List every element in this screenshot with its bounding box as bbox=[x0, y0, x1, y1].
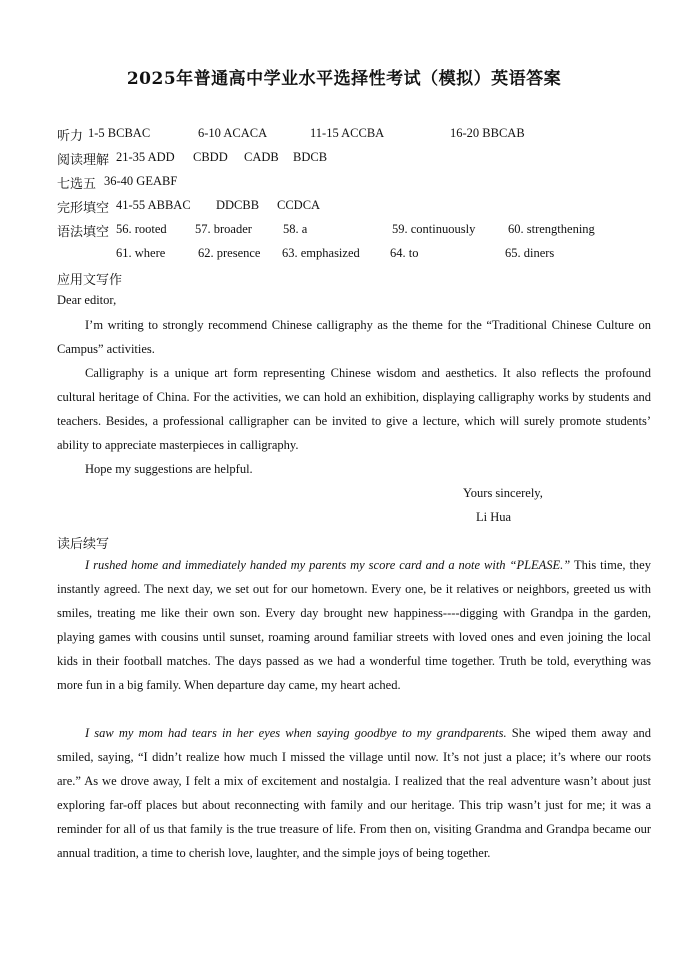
listening-group-2: 6-10 ACACA bbox=[198, 126, 268, 140]
letter-closing: Yours sincerely, bbox=[463, 486, 543, 500]
grammar-answer-56: 56. rooted bbox=[116, 222, 167, 236]
cloze-group-2: DDCBB bbox=[216, 198, 260, 212]
grammar-answer-63: 63. emphasized bbox=[282, 246, 360, 260]
grammar-label: 语法填空 bbox=[57, 225, 110, 240]
listening-label: 听力 bbox=[57, 129, 84, 144]
letter-greeting: Dear editor, bbox=[57, 293, 117, 307]
continuation-paragraph-1-lead: I rushed home and immediately handed my parents my score card and a note with “PLEASE.” bbox=[85, 558, 571, 572]
continuation-paragraph-1-body: This time, they instantly agreed. The next day, we set out for our hometown. Every one, be it relatives or neighbors, greeted us with smiles, treating me like their own son. Every day brought new happiness----digging with Grandpa in the garden, playing games with cousins until sunset, roaming around familiar streets with loved ones and even joining the local kids in their football matches. The days passed as we had a wonderful time together. Truth be told, everything was more fun in a big family. When departure day came, my heart ached. bbox=[57, 558, 651, 692]
continuation-paragraph-1 bbox=[57, 553, 651, 697]
grammar-answer-60: 60. strengthening bbox=[508, 222, 595, 236]
reading-group-1: 21-35 ADD bbox=[116, 150, 175, 164]
cloze-group-1: 41-55 ABBAC bbox=[116, 198, 191, 212]
seven-group-1: 36-40 GEABF bbox=[104, 174, 178, 188]
listening-group-1: 1-5 BCBAC bbox=[88, 126, 151, 140]
letter-paragraph-2: Calligraphy is a unique art form representing Chinese wisdom and aesthetics. It also reflects the profound cultural heritage of China. For the activities, we can hold an exhibition, displaying calligraphy works by students and teachers. Besides, a professional calligrapher can be invited to give a lecture, which will surely promote students’ ability to appreciate masterpieces in calligraphy. bbox=[57, 366, 651, 452]
grammar-answer-65: 65. diners bbox=[505, 246, 555, 260]
grammar-answer-58: 58. a bbox=[283, 222, 308, 236]
continuation-paragraph-2-lead: I saw my mom had tears in her eyes when saying goodbye to my grandparents. bbox=[85, 726, 507, 740]
grammar-answer-62: 62. presence bbox=[198, 246, 261, 260]
page-title: 2025年普通高中学业水平选择性考试（模拟）英语答案 bbox=[126, 69, 562, 89]
continuation-paragraph-2 bbox=[57, 721, 651, 865]
writing-label: 应用文写作 bbox=[57, 273, 123, 288]
grammar-answer-57: 57. broader bbox=[195, 222, 252, 236]
reading-group-2: CBDD bbox=[193, 150, 228, 164]
continuation-paragraph-2-body: She wiped them away and smiled, saying, “I didn’t realize how much I missed the village until now. It’s not just a place; it’s where our roots are.” As we drove away, I felt a mix of excitement and nostalgia. I realized that the real adventure wasn’t about just exploring far-off places but about reconnecting with family and our heritage. This trip wasn’t just for me; it was a reminder for all of us that family is the true treasure of life. From then on, visiting Grandma and Grandpa became our annual tradition, a time to cherish love, laughter, and the simple joys of being together. bbox=[57, 726, 651, 860]
grammar-answer-59: 59. continuously bbox=[392, 222, 476, 236]
grammar-answer-61: 61. where bbox=[116, 246, 166, 260]
reading-label: 阅读理解 bbox=[57, 153, 110, 168]
listening-group-3: 11-15 ACCBA bbox=[310, 126, 385, 140]
reading-group-3: CADB bbox=[244, 150, 279, 164]
listening-group-4: 16-20 BBCAB bbox=[450, 126, 525, 140]
cloze-label: 完形填空 bbox=[57, 201, 110, 216]
letter-paragraph-3: Hope my suggestions are helpful. bbox=[85, 462, 253, 476]
letter-signature-name: Li Hua bbox=[476, 510, 512, 524]
seven-label: 七选五 bbox=[57, 177, 97, 192]
cloze-group-3: CCDCA bbox=[277, 198, 321, 212]
reading-group-4: BDCB bbox=[293, 150, 328, 164]
grammar-answer-64: 64. to bbox=[390, 246, 419, 260]
continuation-label: 读后续写 bbox=[57, 537, 110, 552]
letter-paragraph-1: I’m writing to strongly recommend Chinese calligraphy as the theme for the “Traditional Chinese Culture on Campus” activities. bbox=[57, 318, 651, 356]
